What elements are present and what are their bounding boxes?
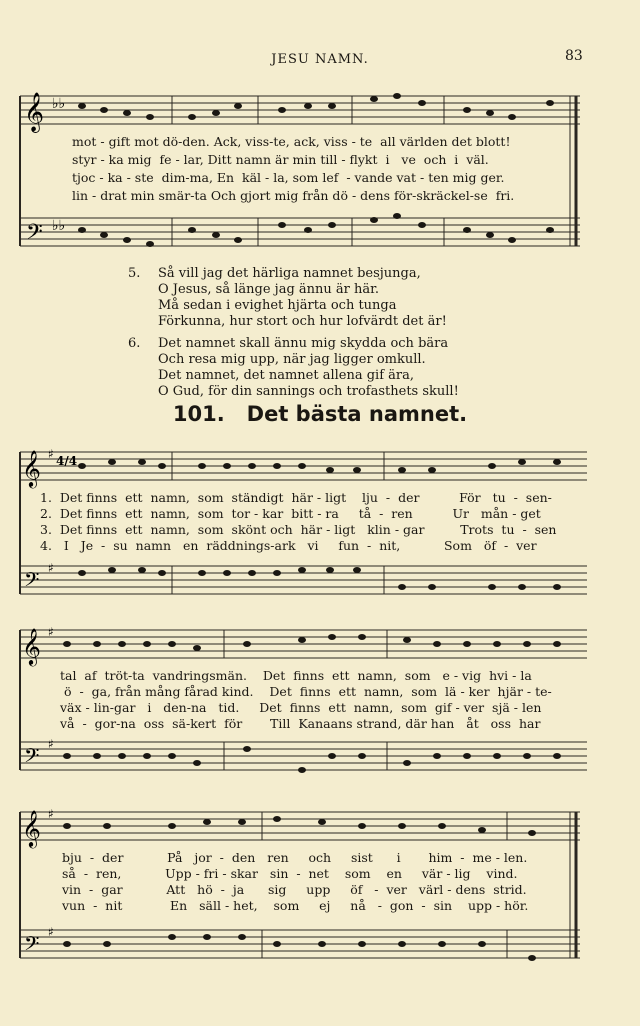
svg-text:♭♭: ♭♭: [52, 218, 66, 234]
hymn-name: Det bästa namnet.: [246, 402, 468, 426]
s2-lyric-verse-3: väx - lin-gar i den-na tid. Det finns ett namn, som gif - ver sjä - len: [60, 700, 542, 715]
svg-text:𝄢: 𝄢: [26, 220, 43, 250]
hymn-number: 101.: [172, 402, 225, 426]
stanza-5-line-2: O Jesus, så länge jag ännu är här.: [158, 282, 380, 297]
top-lyric-line-4: lin - drat min smär-ta Och gjort mig från dö - dens för-skräckel-se fri.: [72, 188, 515, 203]
stanza-5-line-3: Må sedan i evighet hjärta och tunga: [158, 298, 397, 313]
hymn-system-1: [12, 440, 587, 610]
stanza-5-line-1: Så vill jag det härliga namnet besjunga,: [158, 266, 421, 281]
svg-text:♯: ♯: [48, 447, 54, 461]
stanza-6-number: 6.: [128, 336, 141, 351]
running-title: JESU NAMN.: [271, 52, 369, 67]
s2-lyric-verse-1: tal af tröt-ta vandringsmän. Det finns ett namn, som e - vig hvi - la: [60, 668, 532, 683]
stanza-6-line-4: O Gud, för din sannings och trofasthets skull!: [158, 384, 459, 399]
time-sig-top: 4/4: [56, 454, 78, 468]
stanza-6-line-1: Det namnet skall ännu mig skydda och bära: [158, 336, 449, 351]
top-hymn-score: [12, 80, 587, 270]
s1-lyric-verse-3: 3. Det finns ett namn, som skönt och här - ligt klin - gar Trots tu - sen: [40, 522, 557, 537]
stanza-6-line-3: Det namnet, det namnet allena gif ära,: [158, 368, 415, 383]
s1-lyric-verse-2: 2. Det finns ett namn, som tor - kar bitt - ra tå - ren Ur mån - get: [40, 506, 541, 521]
hymn-system-3: [12, 800, 587, 980]
svg-text:𝄢: 𝄢: [24, 568, 40, 596]
s3-lyric-verse-4: vun - nit En säll - het, som ej nå - gon - sin upp - hör.: [62, 898, 529, 913]
svg-text:♯: ♯: [48, 561, 54, 575]
page-number: 83: [565, 48, 583, 64]
svg-text:♯: ♯: [48, 807, 54, 821]
stanza-6-line-2: Och resa mig upp, när jag ligger omkull.: [158, 352, 426, 367]
s3-lyric-verse-2: så - ren, Upp - fri - skar sin - net som en vär - lig vind.: [62, 866, 518, 881]
svg-text:𝄞: 𝄞: [22, 627, 41, 665]
svg-text:♭♭: ♭♭: [52, 96, 66, 112]
stanza-5-number: 5.: [128, 266, 141, 281]
top-lyric-line-1: mot - gift mot dö-den. Ack, viss-te, ack, viss - te all världen det blott!: [72, 134, 511, 149]
s1-lyric-verse-4: 4. I Je - su namn en räddnings-ark vi fun - nit, Som öf - ver: [40, 538, 537, 553]
top-lyric-line-3: tjoc - ka - ste dim-ma, En käl - la, som lef - vande vat - ten mig ger.: [72, 170, 505, 185]
svg-text:♯: ♯: [48, 737, 54, 751]
svg-text:𝄢: 𝄢: [24, 744, 40, 772]
s1-lyric-verse-1: 1. Det finns ett namn, som ständigt här - ligt lju - der För tu - sen-: [40, 490, 552, 505]
svg-text:♯: ♯: [48, 925, 54, 939]
hymn-system-2: [12, 618, 587, 793]
svg-text:𝄞: 𝄞: [24, 92, 45, 132]
s3-lyric-verse-1: bju - der På jor - den ren och sist i him - me - len.: [62, 850, 528, 865]
stanza-5-line-4: Förkunna, hur stort och hur lofvärdt det är!: [158, 314, 447, 329]
svg-text:♯: ♯: [48, 625, 54, 639]
hymn-title: [0, 402, 640, 426]
top-lyric-line-2: styr - ka mig fe - lar, Ditt namn är min till - flykt i ve och i väl.: [72, 152, 489, 167]
svg-text:𝄞: 𝄞: [22, 449, 41, 487]
s2-lyric-verse-2: ö - ga, från mång fårad kind. Det finns ett namn, som lä - ker hjär - te-: [60, 684, 552, 699]
svg-text:𝄞: 𝄞: [22, 809, 41, 847]
s2-lyric-verse-4: vå - gor-na oss sä-kert för Till Kanaans strand, där han åt oss har: [60, 716, 541, 731]
svg-text:𝄢: 𝄢: [24, 932, 40, 960]
s3-lyric-verse-3: vin - gar Att hö - ja sig upp öf - ver värl - dens strid.: [62, 882, 527, 897]
